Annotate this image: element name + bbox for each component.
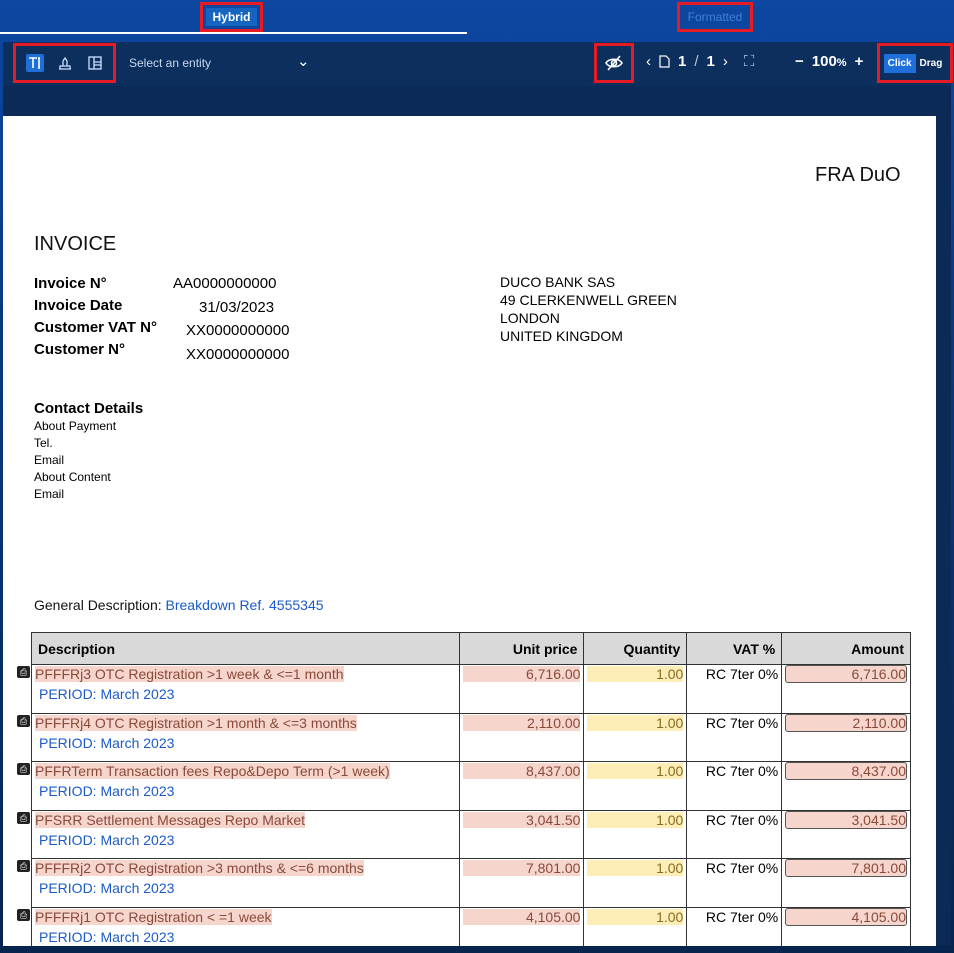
row-vat: RC 7ter 0% xyxy=(705,714,779,731)
period-row xyxy=(32,732,911,754)
zoom-level xyxy=(812,53,847,70)
table-header-row xyxy=(32,633,911,665)
row-unit-price[interactable]: 2,110.00 xyxy=(463,715,581,731)
row-description[interactable]: PFFFRj2 OTC Registration >3 months & <=6 months xyxy=(35,860,364,876)
row-vat: RC 7ter 0% xyxy=(705,763,779,779)
row-amount[interactable]: 8,437.00 xyxy=(785,762,907,780)
empty-cell xyxy=(687,926,782,947)
row-vat: RC 7ter 0% xyxy=(705,666,779,682)
spacer-cell xyxy=(782,802,911,810)
eye-off-icon[interactable] xyxy=(594,43,634,83)
spacer-cell xyxy=(459,705,584,713)
empty-cell xyxy=(584,780,687,802)
address-line: UNITED KINGDOM xyxy=(500,328,623,344)
row-quantity[interactable]: 1.00 xyxy=(587,715,683,731)
description-cell xyxy=(19,810,460,829)
prev-page-icon[interactable]: ‹ xyxy=(646,53,651,70)
spacer-cell xyxy=(782,851,911,859)
table-row[interactable] xyxy=(32,907,911,926)
row-unit-price[interactable]: 8,437.00 xyxy=(463,763,581,779)
meta-key: Customer N° xyxy=(34,341,126,358)
contact-heading: Contact Details xyxy=(34,400,144,417)
unit-price-cell xyxy=(459,907,584,926)
contact-line: About Payment xyxy=(34,419,117,433)
line-items-table xyxy=(19,632,911,946)
description-cell xyxy=(19,762,460,781)
period-cell xyxy=(32,683,460,705)
page-icon xyxy=(659,55,670,68)
contact-line: Tel. xyxy=(34,436,53,450)
empty-cell xyxy=(687,829,782,851)
empty-cell xyxy=(687,732,782,754)
spacer-cell xyxy=(687,754,782,762)
quantity-cell xyxy=(584,762,687,781)
amount-cell xyxy=(782,907,911,926)
company-brand: FRA DuO xyxy=(815,164,901,186)
unit-price-cell xyxy=(459,810,584,829)
vat-cell xyxy=(687,762,782,781)
vat-cell xyxy=(687,665,782,684)
empty-cell xyxy=(782,780,911,802)
vat-cell xyxy=(687,810,782,829)
row-period: PERIOD: March 2023 xyxy=(39,783,175,799)
stamp-icon[interactable]: ⎙ xyxy=(17,715,30,727)
row-vat: RC 7ter 0% xyxy=(705,811,779,828)
row-unit-price[interactable]: 7,801.00 xyxy=(463,860,581,876)
empty-cell xyxy=(584,683,687,705)
entity-select-placeholder: Select an entity xyxy=(129,56,212,70)
period-cell xyxy=(32,877,460,899)
empty-cell xyxy=(782,829,911,851)
stamp-icon[interactable]: ⎙ xyxy=(17,909,30,921)
spacer-cell xyxy=(584,802,687,810)
fullscreen-icon[interactable]: ⛶ xyxy=(743,53,755,70)
empty-cell xyxy=(459,732,584,754)
empty-cell xyxy=(459,926,584,947)
spacer-cell xyxy=(459,851,584,859)
invoice-title: INVOICE xyxy=(34,233,117,255)
zoom-controls xyxy=(795,53,863,70)
page-separator: / xyxy=(694,53,699,70)
row-unit-price[interactable]: 6,716.00 xyxy=(463,666,581,682)
table-row[interactable] xyxy=(32,859,911,878)
entity-select[interactable] xyxy=(129,53,319,76)
spacer-cell xyxy=(584,899,687,907)
spacer-cell xyxy=(687,899,782,907)
description-cell xyxy=(19,665,460,684)
column-header: VAT % xyxy=(687,633,782,665)
row-amount[interactable]: 2,110.00 xyxy=(785,714,907,732)
meta-value: 31/03/2023 xyxy=(199,299,275,316)
spacer-cell xyxy=(584,705,687,713)
empty-cell xyxy=(459,683,584,705)
click-mode-button[interactable]: Click xyxy=(884,54,916,73)
next-page-icon[interactable]: › xyxy=(722,53,728,70)
stamp-icon[interactable]: ⎙ xyxy=(17,860,30,872)
spacer-cell xyxy=(32,705,460,713)
quantity-cell xyxy=(584,713,687,732)
zoom-percent: % xyxy=(836,57,847,69)
stamp-icon[interactable]: ⎙ xyxy=(17,666,30,678)
meta-value: XX0000000000 xyxy=(186,346,290,363)
page-current: 1 xyxy=(678,53,687,70)
customer-address xyxy=(500,273,677,345)
spacer-cell xyxy=(782,754,911,762)
spacer-cell xyxy=(459,754,584,762)
table-row[interactable] xyxy=(32,762,911,781)
tab-formatted-label: Formatted xyxy=(687,10,743,24)
description-cell xyxy=(19,907,460,926)
table-row[interactable] xyxy=(32,810,911,829)
stamp-icon[interactable]: ⎙ xyxy=(17,763,30,775)
spacer-cell xyxy=(32,802,460,810)
row-description[interactable]: PFFFRj4 OTC Registration >1 month & <=3 months xyxy=(35,714,357,731)
spacer-cell xyxy=(32,899,460,907)
quantity-cell xyxy=(584,907,687,926)
row-unit-price[interactable]: 3,041.50 xyxy=(463,812,581,828)
row-quantity[interactable]: 1.00 xyxy=(587,909,683,925)
layout-icon[interactable] xyxy=(86,54,104,72)
breakdown-ref[interactable]: Breakdown Ref. 4555345 xyxy=(165,597,324,613)
chevron-down-icon: ⌄ xyxy=(297,53,310,70)
row-quantity[interactable]: 1.00 xyxy=(587,666,683,682)
row-period: PERIOD: March 2023 xyxy=(39,928,175,945)
tab-hybrid[interactable] xyxy=(200,2,263,32)
row-quantity[interactable]: 1.00 xyxy=(587,812,683,828)
column-header: Quantity xyxy=(584,633,687,665)
empty-cell xyxy=(782,877,911,899)
zoom-value: 100 xyxy=(811,53,837,70)
row-spacer xyxy=(32,802,911,810)
tab-hybrid-label: Hybrid xyxy=(206,8,256,26)
general-description xyxy=(34,597,324,613)
tab-formatted[interactable] xyxy=(677,2,753,32)
row-period: PERIOD: March 2023 xyxy=(39,880,175,896)
text-select-icon[interactable] xyxy=(26,54,44,72)
table-row[interactable] xyxy=(32,713,911,732)
row-spacer xyxy=(32,851,911,859)
empty-cell xyxy=(782,732,911,754)
active-tab-indicator xyxy=(0,32,467,34)
period-row xyxy=(32,926,911,947)
row-description[interactable]: PFFRTerm Transaction fees Repo&Depo Term (>1 week) xyxy=(35,763,390,779)
row-quantity[interactable]: 1.00 xyxy=(587,763,683,779)
column-header: Amount xyxy=(782,633,911,665)
row-vat: RC 7ter 0% xyxy=(705,860,779,876)
contact-line: Email xyxy=(34,453,65,467)
period-cell xyxy=(32,732,460,754)
unit-price-cell xyxy=(459,713,584,732)
mode-tabs xyxy=(0,0,954,36)
column-header: Unit price xyxy=(459,633,584,665)
general-label: General Description: xyxy=(34,597,162,613)
row-period: PERIOD: March 2023 xyxy=(39,686,175,702)
click-drag-toggle xyxy=(877,43,953,83)
spacer-cell xyxy=(782,705,911,713)
column-header: Description xyxy=(32,633,460,665)
contact-line: Email xyxy=(34,487,65,501)
address-line: 49 CLERKENWELL GREEN xyxy=(500,292,677,308)
period-cell xyxy=(32,780,460,802)
description-cell xyxy=(19,713,460,732)
row-amount[interactable]: 4,105.00 xyxy=(785,908,907,926)
empty-cell xyxy=(782,683,911,705)
empty-cell xyxy=(459,829,584,851)
row-quantity[interactable]: 1.00 xyxy=(587,860,683,876)
unit-price-cell xyxy=(459,859,584,878)
spacer-cell xyxy=(782,899,911,907)
contact-details xyxy=(34,400,143,503)
spacer-cell xyxy=(687,705,782,713)
period-row xyxy=(32,780,911,802)
zoom-out-button[interactable]: − xyxy=(795,53,804,70)
empty-cell xyxy=(459,780,584,802)
period-cell xyxy=(32,926,460,947)
spacer-cell xyxy=(584,851,687,859)
row-amount[interactable]: 7,801.00 xyxy=(785,859,907,877)
vat-cell xyxy=(687,859,782,878)
spacer-cell xyxy=(459,802,584,810)
row-period: PERIOD: March 2023 xyxy=(39,831,175,848)
row-period: PERIOD: March 2023 xyxy=(39,734,175,751)
amount-cell xyxy=(782,762,911,781)
page-total: 1 xyxy=(706,53,715,70)
empty-cell xyxy=(459,877,584,899)
empty-cell xyxy=(584,926,687,947)
quantity-cell xyxy=(584,810,687,829)
empty-cell xyxy=(782,926,911,947)
zoom-in-button[interactable]: + xyxy=(854,53,864,70)
stamp-icon[interactable] xyxy=(56,54,74,72)
empty-cell xyxy=(687,780,782,802)
row-vat: RC 7ter 0% xyxy=(705,908,779,925)
amount-cell xyxy=(782,713,911,732)
period-row xyxy=(32,877,911,899)
quantity-cell xyxy=(584,665,687,684)
document-page xyxy=(3,116,936,946)
spacer-cell xyxy=(32,851,460,859)
empty-cell xyxy=(584,829,687,851)
description-cell xyxy=(19,859,460,878)
period-cell xyxy=(32,829,460,851)
row-description[interactable]: PFFFRj3 OTC Registration >1 week & <=1 month xyxy=(35,666,344,682)
meta-key: Invoice Date xyxy=(34,297,123,314)
pager xyxy=(646,53,754,70)
vat-cell xyxy=(687,907,782,926)
row-spacer xyxy=(32,705,911,713)
table-row[interactable] xyxy=(32,665,911,684)
unit-price-cell xyxy=(459,762,584,781)
row-spacer xyxy=(32,899,911,907)
drag-mode-button[interactable]: Drag xyxy=(919,57,943,69)
meta-key: Invoice N° xyxy=(34,275,107,292)
row-description[interactable]: PFSRR Settlement Messages Repo Market xyxy=(35,811,305,828)
period-row xyxy=(32,829,911,851)
toolbar xyxy=(3,42,951,86)
amount-cell xyxy=(782,810,911,829)
row-amount[interactable]: 3,041.50 xyxy=(785,811,907,829)
spacer-cell xyxy=(584,754,687,762)
contact-line: About Content xyxy=(34,470,111,484)
unit-price-cell xyxy=(459,665,584,684)
spacer-cell xyxy=(687,851,782,859)
vat-cell xyxy=(687,713,782,732)
row-unit-price[interactable]: 4,105.00 xyxy=(463,909,581,925)
spacer-cell xyxy=(687,802,782,810)
empty-cell xyxy=(687,683,782,705)
period-row xyxy=(32,683,911,705)
empty-cell xyxy=(584,732,687,754)
tool-group xyxy=(13,43,116,83)
quantity-cell xyxy=(584,859,687,878)
stamp-icon[interactable]: ⎙ xyxy=(17,812,30,824)
empty-cell xyxy=(687,877,782,899)
meta-value: XX0000000000 xyxy=(186,322,290,339)
scrollbar[interactable] xyxy=(936,116,951,946)
meta-value: AA0000000000 xyxy=(173,275,277,292)
row-description[interactable]: PFFFRj1 OTC Registration < =1 week xyxy=(35,908,272,925)
spacer-cell xyxy=(459,899,584,907)
row-spacer xyxy=(32,754,911,762)
secondary-toolbar xyxy=(3,86,951,116)
amount-cell xyxy=(782,665,911,684)
spacer-cell xyxy=(32,754,460,762)
meta-key: Customer VAT N° xyxy=(34,319,157,336)
address-line: LONDON xyxy=(500,310,560,326)
empty-cell xyxy=(584,877,687,899)
amount-cell xyxy=(782,859,911,878)
address-line: DUCO BANK SAS xyxy=(500,274,616,290)
row-amount[interactable]: 6,716.00 xyxy=(785,665,907,683)
